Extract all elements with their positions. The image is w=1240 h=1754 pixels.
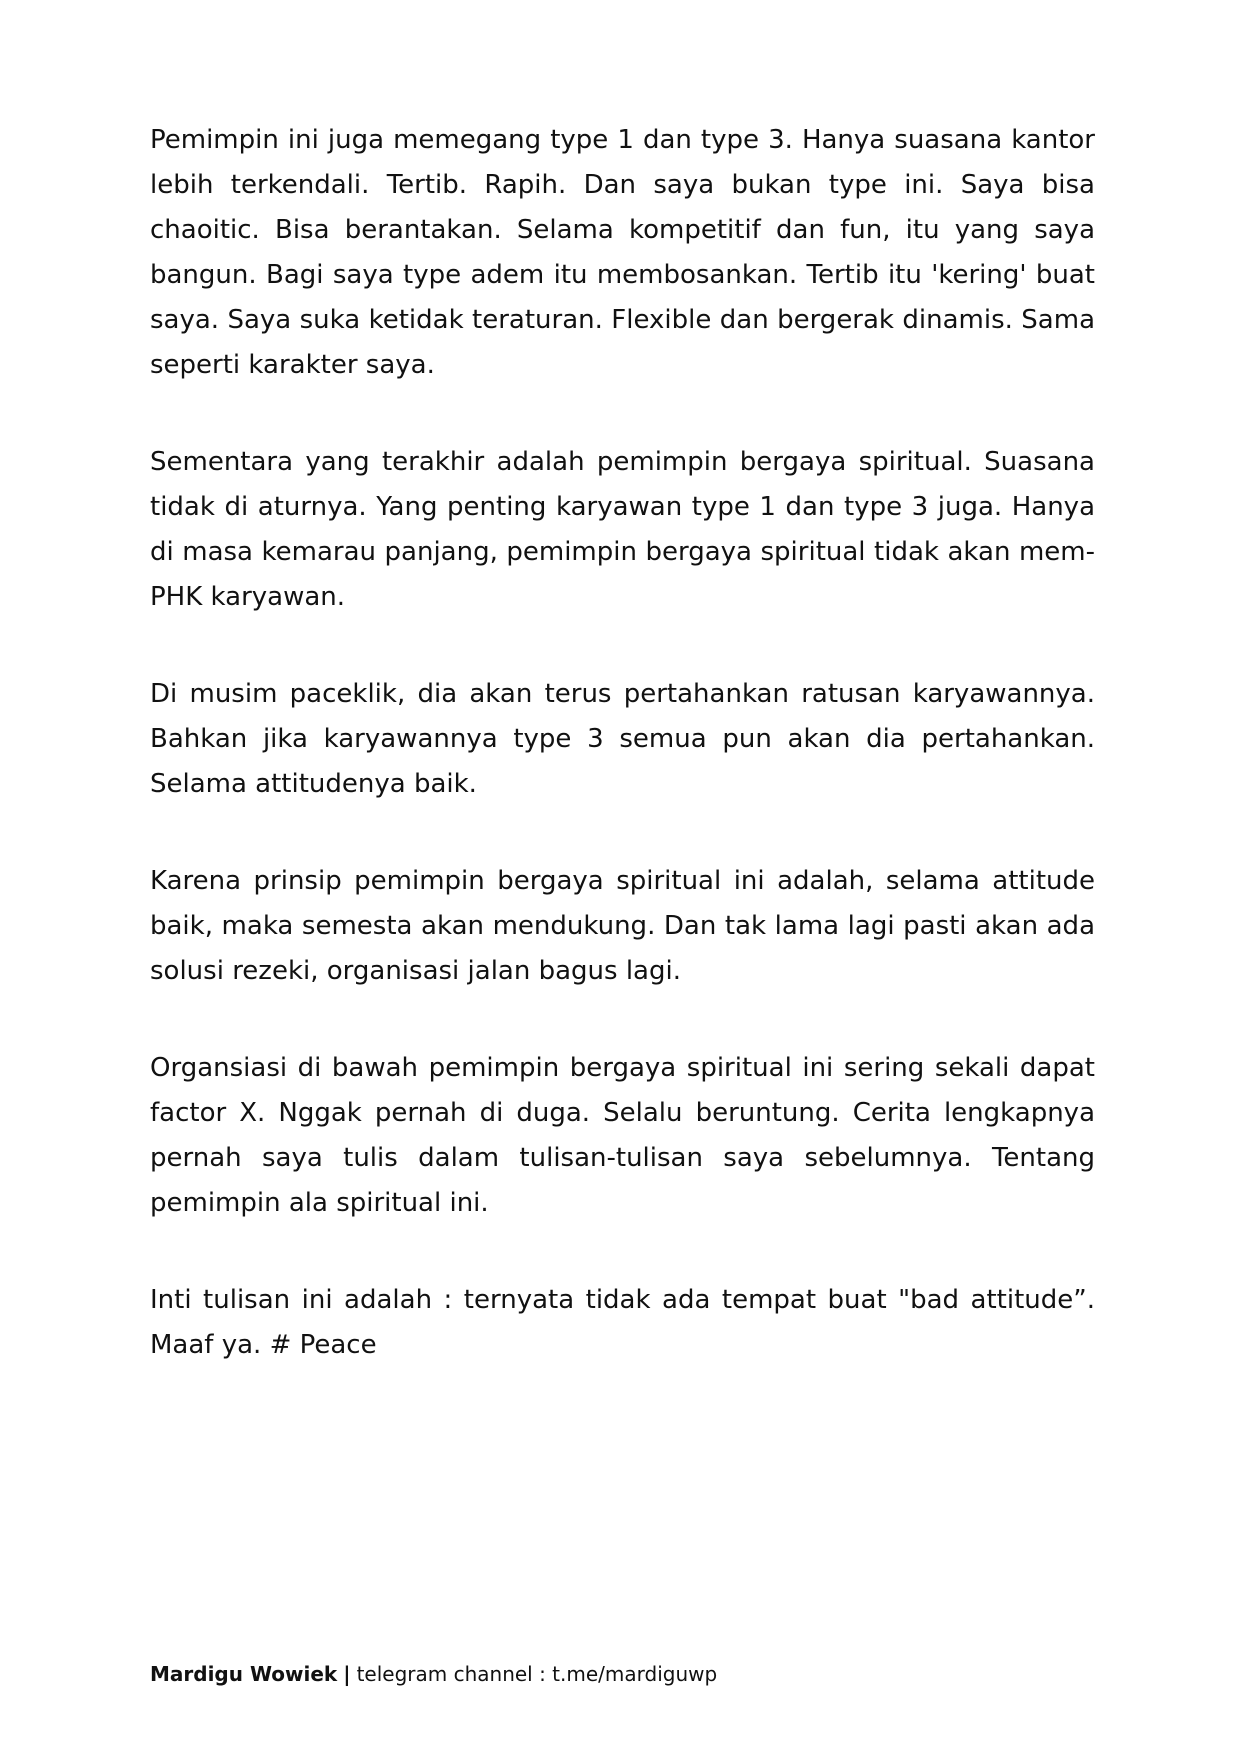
paragraph-2: Sementara yang terakhir adalah pemimpin bergaya spiritual. Suasana tidak di aturnya. Yang penting karyawan type 1 dan type 3 juga. Hanya di masa kemarau panjang, pemimpin bergaya spiritual tidak akan mem-PHK karyawan. bbox=[150, 447, 1095, 612]
paragraph-3: Di musim paceklik, dia akan terus pertahankan ratusan karyawannya. Bahkan jika karyawannya type 3 semua pun akan dia pertahankan. Selama attitudenya baik. bbox=[150, 679, 1095, 799]
footer-channel: telegram channel : t.me/mardiguwp bbox=[356, 1662, 718, 1686]
footer-separator: | bbox=[343, 1662, 351, 1686]
paragraph-4: Karena prinsip pemimpin bergaya spiritual ini adalah, selama attitude baik, maka semesta akan mendukung. Dan tak lama lagi pasti akan ada solusi rezeki, organisasi jalan bagus lagi. bbox=[150, 866, 1095, 986]
body-text bbox=[150, 118, 1095, 1420]
paragraph-5: Organsiasi di bawah pemimpin bergaya spiritual ini sering sekali dapat factor X. Nggak pernah di duga. Selalu beruntung. Cerita lengkapnya pernah saya tulis dalam tulisan-tulisan saya sebelumnya. Tentang pemimpin ala spiritual ini. bbox=[150, 1053, 1095, 1218]
page-footer bbox=[150, 1660, 717, 1688]
paragraph-6: Inti tulisan ini adalah : ternyata tidak ada tempat buat "bad attitude”. Maaf ya. # Peace bbox=[150, 1285, 1095, 1360]
paragraph-1: Pemimpin ini juga memegang type 1 dan type 3. Hanya suasana kantor lebih terkendali. Tertib. Rapih. Dan saya bukan type ini. Saya bisa chaoitic. Bisa berantakan. Selama kompetitif dan fun, itu yang saya bangun. Bagi saya type adem itu membosankan. Tertib itu 'kering' buat saya. Saya suka ketidak teraturan. Flexible dan bergerak dinamis. Sama seperti karakter saya. bbox=[150, 125, 1095, 380]
footer-author: Mardigu Wowiek bbox=[150, 1662, 338, 1686]
